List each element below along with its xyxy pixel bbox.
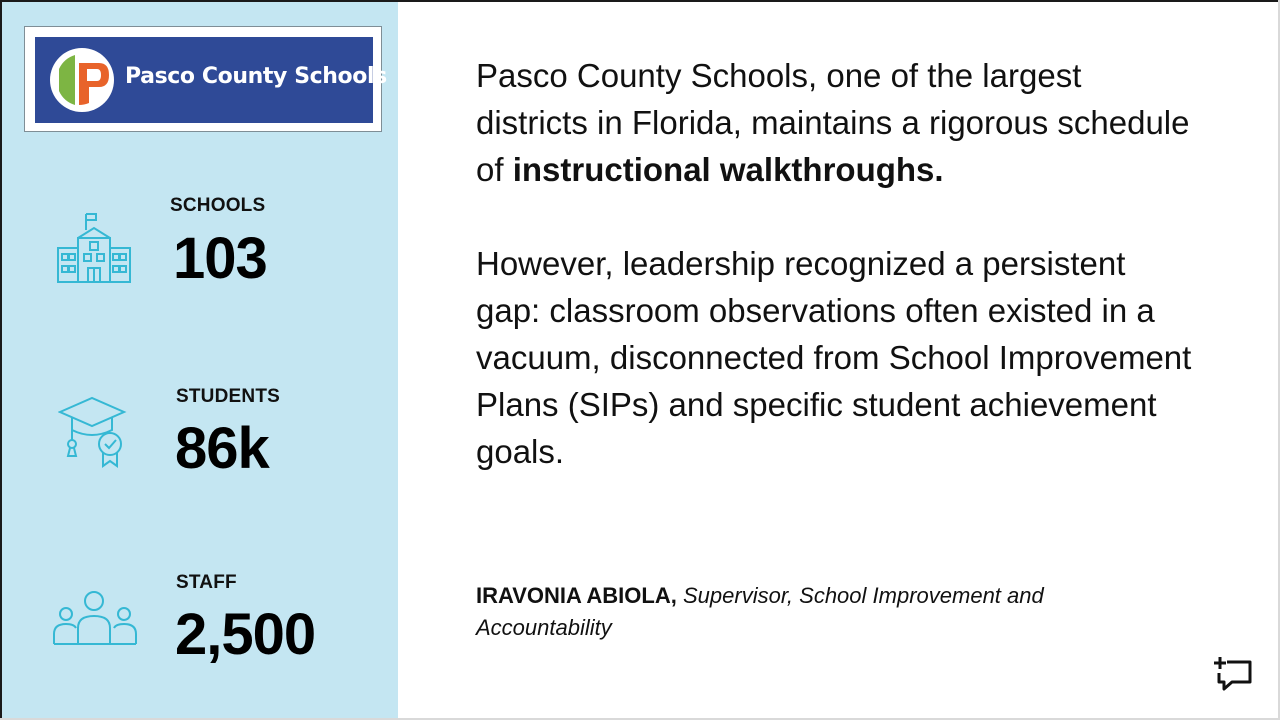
attribution-name: IRAVONIA ABIOLA, [476, 583, 677, 608]
schools-value: 103 [173, 226, 267, 291]
stats-sidebar [2, 2, 398, 718]
staff-value: 2,500 [175, 602, 316, 667]
problem-paragraph: However, leadership recognized a persistent gap: classroom observations often existed in a vacuum, disconnected from School Improvement Plans (SIPs) and specific student achievement goals. [476, 245, 1192, 470]
intro-bold-text: instructional walkthroughs. [512, 151, 944, 188]
students-value: 86k [175, 416, 269, 481]
pasco-logo-mark-icon [49, 47, 115, 113]
attribution [476, 580, 1176, 644]
pasco-logo [35, 37, 387, 123]
schools-label: SCHOOLS [170, 195, 266, 216]
attribution-title: Supervisor, School Improvement and Accountability [476, 583, 1044, 640]
add-comment-icon[interactable] [1214, 654, 1254, 694]
main-content [476, 52, 1196, 475]
intro-paragraph [476, 52, 1196, 193]
students-label: STUDENTS [176, 386, 280, 407]
logo-text: Pasco County Schools [125, 64, 387, 89]
graduation-cap-icon [58, 394, 130, 468]
intro-text: Pasco County Schools, one of the largest districts in Florida, maintains a rigorous schedule of [476, 57, 1190, 188]
staff-label: STAFF [176, 572, 237, 593]
school-building-icon [56, 212, 132, 284]
people-group-icon [52, 590, 138, 650]
logo-frame [24, 26, 387, 132]
